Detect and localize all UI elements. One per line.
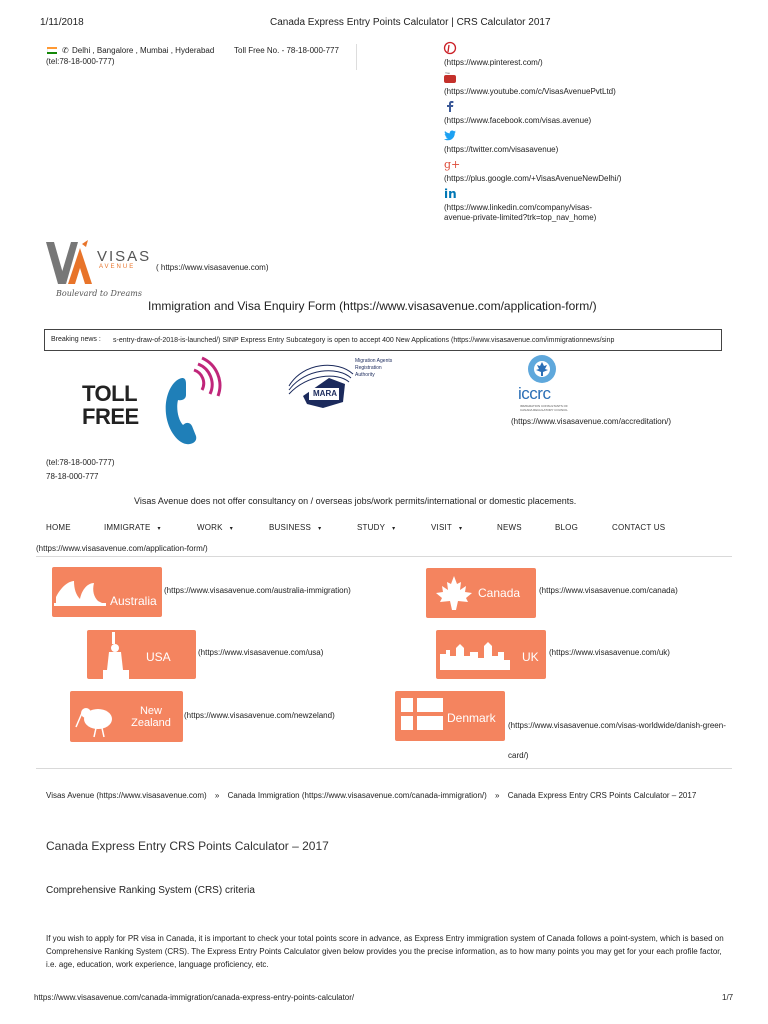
nav-study[interactable] (357, 523, 395, 532)
breadcrumb-current: Canada Express Entry CRS Points Calculator – 2017 (507, 791, 697, 800)
tile-link-url[interactable]: (https://www.visasavenue.com/uk) (549, 648, 670, 657)
statue-of-liberty-icon (101, 630, 131, 679)
toll-free-line2: FREE (82, 404, 139, 429)
logo-sub: AVENUE (99, 264, 136, 270)
disclaimer-text: Visas Avenue does not offer consultancy on / overseas jobs/work permits/international or domestic placements. (134, 496, 577, 506)
nav-label: CONTACT US (612, 523, 666, 532)
office-cities: Delhi , Bangalore , Mumbai , Hyderabad (72, 46, 215, 55)
enquiry-form-link[interactable]: Immigration and Visa Enquiry Form (https://www.visasavenue.com/application-form/) (148, 299, 597, 313)
nav-label: BLOG (555, 523, 579, 532)
mara-badge (283, 356, 393, 412)
nav-home[interactable] (46, 523, 71, 532)
nav-label: BUSINESS (269, 523, 312, 532)
country-tile-usa[interactable] (87, 630, 196, 679)
social-linkedin[interactable] (444, 187, 644, 227)
print-footer-page: 1/7 (722, 993, 734, 1002)
kiwi-bird-icon (76, 691, 126, 742)
opera-house-icon (52, 567, 162, 617)
breadcrumb-separator: » (495, 791, 500, 800)
tiles-divider (36, 768, 732, 769)
country-tile-australia[interactable] (52, 567, 162, 617)
print-footer-url: https://www.visasavenue.com/canada-immigration/canada-express-entry-points-calculator/ (34, 993, 355, 1002)
social-link-url[interactable]: (https://www.linkedin.com/company/visas-avenue-private-limited?trk=top_nav_home) (444, 203, 597, 222)
visas-avenue-logo[interactable] (44, 238, 164, 300)
nav-business[interactable] (269, 523, 321, 532)
googleplus-icon (444, 158, 461, 171)
nav-application-link[interactable]: (https://www.visasavenue.com/application-form/) (36, 544, 208, 553)
social-link-url[interactable]: (https://www.facebook.com/visas.avenue) (444, 116, 592, 125)
country-tile-new-zealand[interactable] (70, 691, 183, 742)
logo-link-url[interactable]: ( https://www.visasavenue.com) (156, 263, 269, 272)
country-tile-canada[interactable] (426, 568, 536, 618)
social-googleplus[interactable] (444, 158, 644, 187)
nav-blog[interactable] (555, 523, 578, 532)
social-pinterest[interactable] (444, 42, 644, 71)
breaking-news-label: Breaking news : (51, 336, 101, 343)
twitter-icon (444, 129, 456, 141)
mara-badge-text: MARA (313, 389, 337, 398)
nav-label: HOME (46, 523, 71, 532)
youtube-icon (444, 71, 456, 83)
print-title: Canada Express Entry Points Calculator | CRS Calculator 2017 (270, 17, 551, 28)
phone-icon: ✆ (62, 46, 69, 55)
social-links (444, 42, 644, 227)
iccrc-badge (514, 352, 588, 414)
logo-mark-icon (44, 238, 100, 288)
iccrc-subtitle: IMMIGRATION CONSULTANTS OF CANADA REGULATORY COUNCIL (520, 404, 568, 412)
print-date: 1/11/2018 (40, 17, 84, 28)
tile-label: New Zealand (131, 705, 171, 729)
india-flag-icon (47, 47, 57, 54)
chevron-down-icon: ▾ (157, 526, 161, 532)
topbar-tel-link[interactable]: (tel:78-18-000-777) (46, 57, 115, 66)
toll-free-line1: TOLL (82, 381, 138, 406)
social-link-url[interactable]: (https://www.pinterest.com/) (444, 58, 543, 67)
svg-text:g+: g+ (444, 158, 461, 171)
country-tile-uk[interactable] (436, 630, 546, 679)
breadcrumb (46, 788, 730, 804)
chevron-down-icon: ▾ (229, 526, 233, 532)
logo-tagline: Boulevard to Dreams (56, 289, 142, 298)
nav-contact-us[interactable] (612, 523, 665, 532)
denmark-flag-icon (401, 698, 445, 734)
country-tile-denmark[interactable] (395, 691, 505, 741)
nav-label: WORK (197, 523, 223, 532)
breadcrumb-separator: » (214, 791, 220, 800)
nav-news[interactable] (497, 523, 522, 532)
tile-label: Denmark (447, 711, 496, 725)
chevron-down-icon: ▾ (459, 526, 463, 532)
tile-label: UK (522, 650, 539, 664)
nav-divider (36, 556, 732, 557)
breaking-news-text[interactable]: s-entry-draw-of-2018-is-launched/) SINP Express Entry Subcategory is open to accept 400 New Applications (https://www.visasavenue.com/immigrationnews/sinp (113, 337, 615, 344)
tel-link[interactable]: (tel:78-18-000-777) (46, 458, 115, 467)
mara-description: Migration Agents Registration Authority (355, 358, 393, 378)
nav-visit[interactable] (431, 523, 462, 532)
nav-immigrate[interactable] (104, 523, 161, 532)
accreditation-link[interactable]: (https://www.visasavenue.com/accreditation/) (511, 417, 672, 426)
iccrc-wordmark: iccrc (518, 384, 551, 403)
nav-label: STUDY (357, 523, 386, 532)
iccrc-leaf-icon (514, 352, 588, 386)
tile-link-url[interactable]: (https://www.visasavenue.com/canada) (539, 586, 678, 595)
tile-link-url[interactable]: (https://www.visasavenue.com/usa) (198, 648, 324, 657)
breaking-news-ticker (44, 329, 722, 351)
london-skyline-icon (438, 630, 518, 679)
breadcrumb-section[interactable]: Canada Immigration (https://www.visasavenue.com/canada-immigration/) (227, 791, 487, 800)
tile-link-url[interactable]: (https://www.visasavenue.com/australia-immigration) (164, 586, 351, 595)
svg-text:You: You (445, 71, 451, 75)
topbar-divider (356, 44, 357, 70)
nav-label: NEWS (497, 523, 522, 532)
social-link-url[interactable]: (https://plus.google.com/+VisasAvenueNewDelhi/) (444, 174, 622, 183)
pinterest-icon (444, 42, 456, 54)
facebook-icon (444, 100, 456, 112)
social-youtube[interactable] (444, 71, 644, 100)
maple-leaf-icon (434, 574, 474, 614)
nav-work[interactable] (197, 523, 233, 532)
phone-handset-icon (142, 356, 222, 450)
social-link-url[interactable]: (https://www.youtube.com/c/VisasAvenuePvtLtd) (444, 87, 616, 96)
breadcrumb-home[interactable]: Visas Avenue (https://www.visasavenue.com) (46, 791, 207, 800)
social-facebook[interactable] (444, 100, 644, 129)
nav-label: VISIT (431, 523, 453, 532)
nav-label: IMMIGRATE (104, 523, 151, 532)
article-body: If you wish to apply for PR visa in Canada, it is important to check your total points score in advance, as Express Entry immigration system of Canada follows a point-system, which is based on Comprehensive Ranking System (CRS). The Express Entry Points Calculator given below provides you the precise information, as to how many points you may get for your each profile factor, i.e. age, education, work experience, language proficiency, etc. (46, 934, 724, 969)
linkedin-icon (444, 187, 458, 199)
toll-free-badge (82, 356, 222, 450)
article-subtitle: Comprehensive Ranking System (CRS) criteria (46, 885, 255, 896)
tile-label: Canada (478, 586, 521, 600)
page-title: Canada Express Entry CRS Points Calculator – 2017 (46, 839, 329, 853)
social-link-url[interactable]: (https://twitter.com/visasavenue) (444, 145, 559, 154)
social-twitter[interactable] (444, 129, 644, 158)
chevron-down-icon: ▾ (392, 526, 396, 532)
svg-text:in: in (444, 187, 457, 201)
tile-label: USA (146, 650, 171, 664)
tile-link-url[interactable]: (https://www.visasavenue.com/visas-worldwide/danish-green-card/) (508, 721, 726, 760)
chevron-down-icon: ▾ (318, 526, 322, 532)
toll-free-number: Toll Free No. - 78-18-000-777 (234, 46, 339, 55)
tile-link-url[interactable]: (https://www.visasavenue.com/newzeland) (184, 711, 335, 720)
tile-label: Australia (110, 594, 157, 608)
logo-wordmark: VISAS (97, 248, 152, 265)
tel-number: 78-18-000-777 (46, 472, 99, 481)
